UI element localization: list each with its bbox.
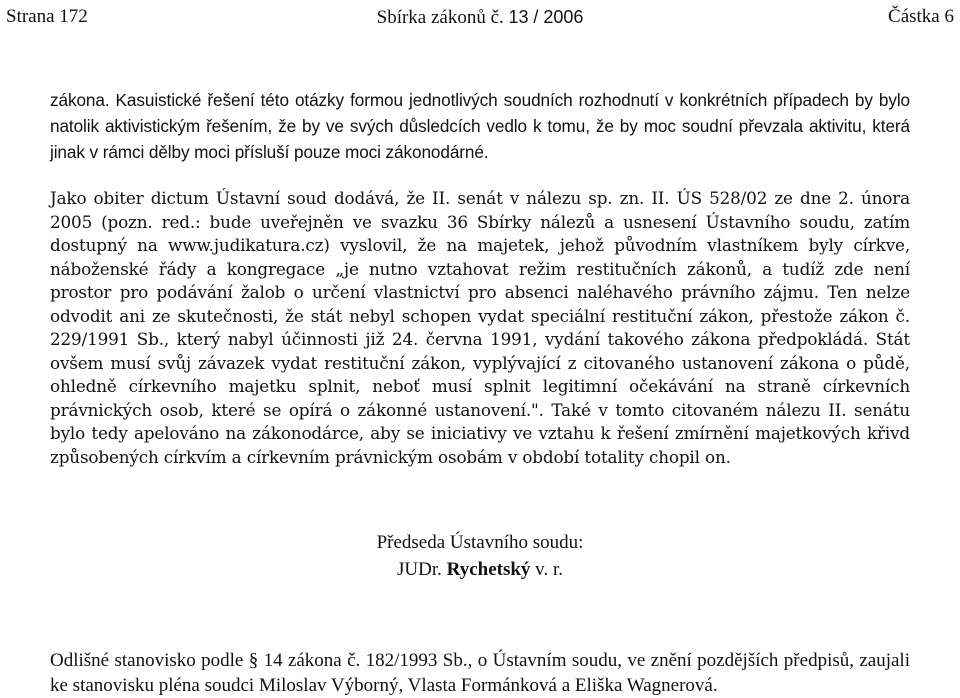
collection-prefix: Sbírka zákonů č. — [376, 7, 504, 28]
page-number: Strana 172 — [6, 6, 88, 27]
signature-suffix: v. r. — [535, 559, 563, 580]
signature-name — [0, 556, 960, 583]
paragraph-continuation: zákona. Kasuistické řešení této otázky formou jednotlivých soudních rozhodnutí v konkrétních případech by bylo natolik aktivistickým řešením, že by ve svých důsledcích vedlo k tomu, že by moc soudní převzala aktivitu, která jinak v rámci dělby moci přísluší pouze moci zákonodárné. — [50, 90, 910, 162]
page-header — [0, 4, 960, 30]
issue-number: 13 — [508, 7, 529, 27]
dissent-note: Odlišné stanovisko podle § 14 zákona č. 182/1993 Sb., o Ústavním soudu, ve znění pozdějších předpisů, zaujali ke stanovisku pléna soudci Miloslav Výborný, Vlasta Formánková a Eliška Wagnerová. — [50, 650, 910, 696]
part-label: Částka 6 — [888, 6, 954, 27]
signature-title: Předseda Ústavního soudu: — [376, 532, 584, 553]
issue-year: / 2006 — [533, 7, 584, 27]
collection-issue — [0, 4, 960, 31]
paragraph-obiter-dictum: Jako obiter dictum Ústavní soud dodává, že II. senát v nálezu sp. zn. II. ÚS 528/02 ze dne 2. února 2005 (pozn. red.: bude uveřejněn ve svazku 36 Sbírky nálezů a usnesení Ústavního soudu, zatím dostupný na www.judikatura.cz) vyslovil, že na majetek, jehož původním vlastníkem byly církve, náboženské řády a kongregace „je nutno vztahovat režim restitučních zákonů, a tudíž zde není prostor pro podávání žalob o určení vlastnictví pro absenci naléhavého právního zájmu. Ten nelze odvodit ani ze skutečnosti, že stát nebyl schopen vydat speciální restituční zákon, přestože zákon č. 229/1991 Sb., který nabyl účinnosti již 24. června 1991, vydání takového zákona předpokládá. Stát ovšem musí svůj závazek vydat restituční zákon, vyplývající z citovaného ustanovení zákona o půdě, ohledně církevního majetku splnit, neboť musí splnit legitimní očekávání na straně církevních právnických osob, které se opírá o zákonné ustanovení.". Také v tomto citovaném nálezu II. senátu bylo tedy apelováno na zákonodárce, aby se iniciativy ve vztahu k řešení zmírnění majetkových křivd způsobených církvím a církevním právnickým osobám v období totality chopil on. — [50, 188, 910, 467]
signature-prefix: JUDr. — [397, 559, 442, 580]
signature-surname: Rychetský — [446, 559, 531, 580]
